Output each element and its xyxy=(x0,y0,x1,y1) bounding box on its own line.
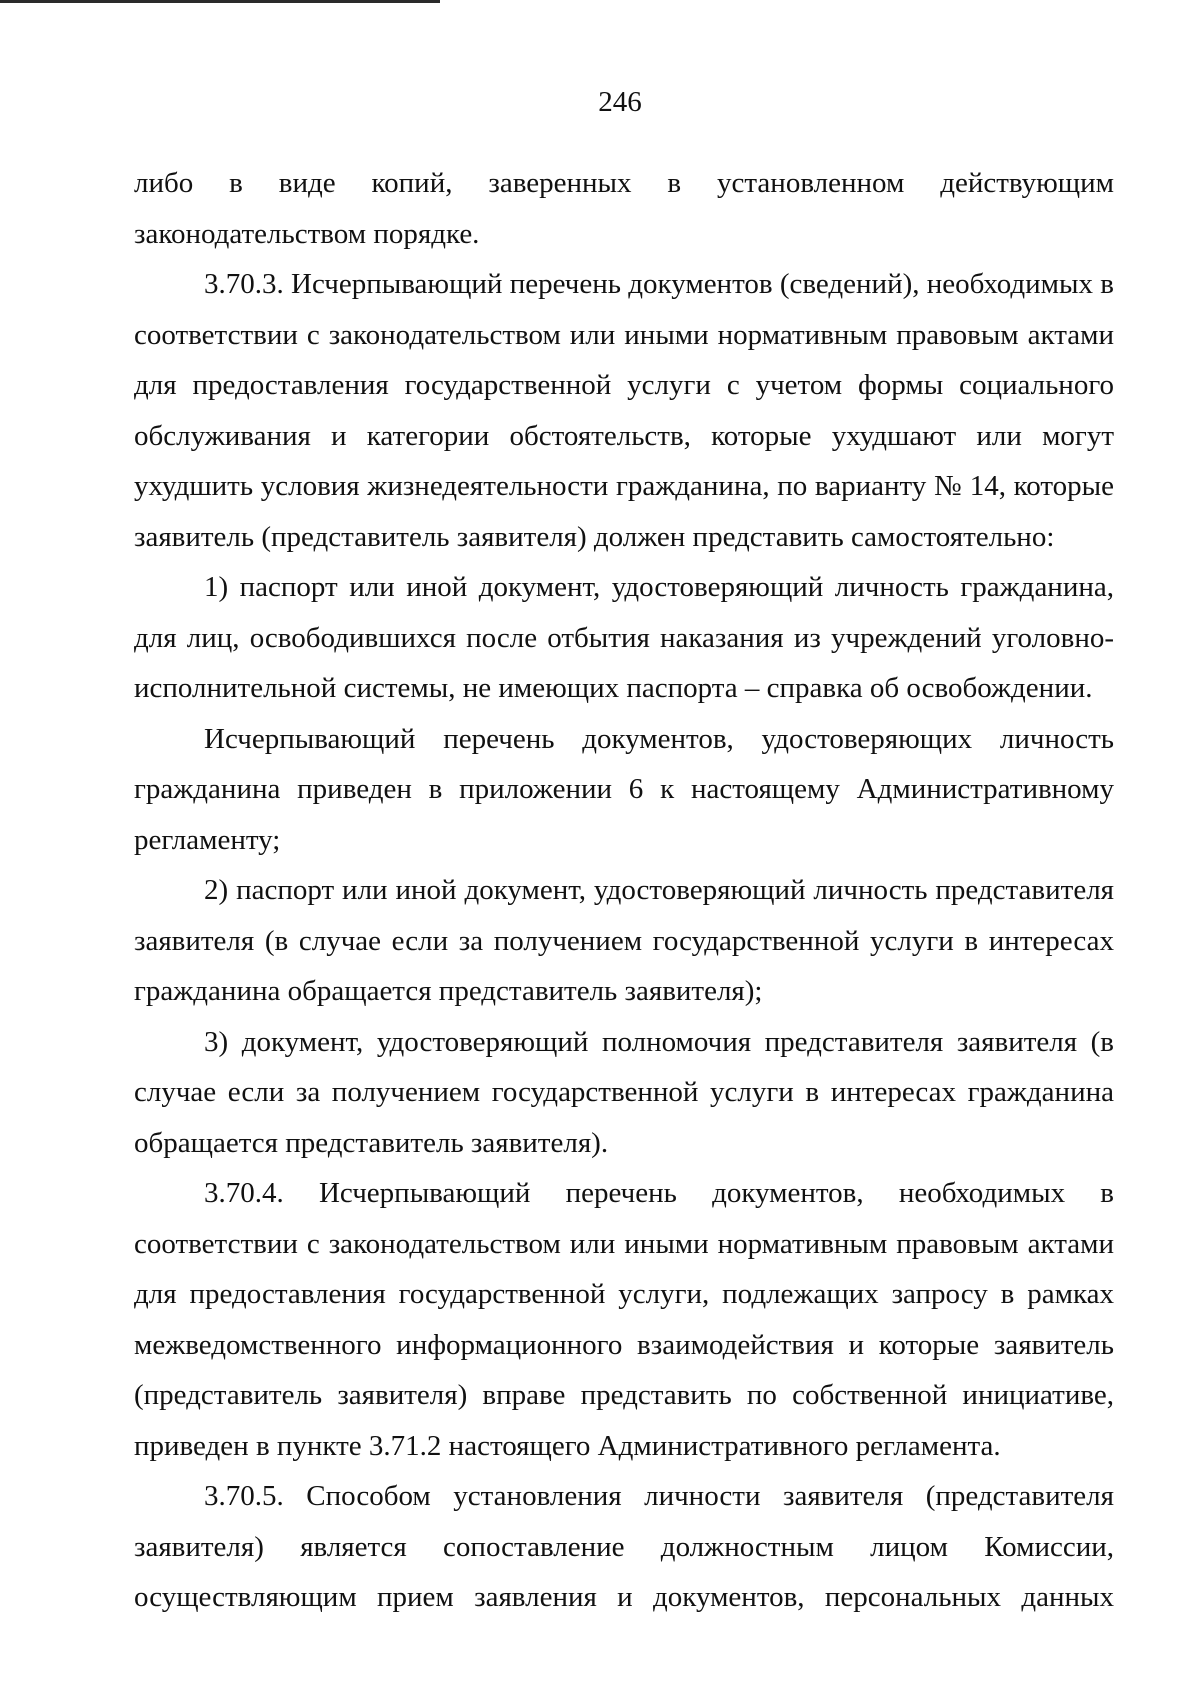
paragraph-3-70-5: 3.70.5. Способом установления личности заявителя (представителя заявителя) является сопоставление должностным лицом Комиссии, осуществляющим прием заявления и документов, персональных данных xyxy=(134,1480,1114,1613)
paragraph-identity-documents: Исчерпывающий перечень документов, удостоверяющих личность гражданина приведен в приложении 6 к настоящему Административному регламенту; xyxy=(134,722,1114,856)
scan-edge-line xyxy=(0,0,440,3)
list-item-2-representative-passport: 2) паспорт или иной документ, удостоверяющий личность представителя заявителя (в случае если за получением государственной услуги в интересах гражданина обращается представитель заявителя); xyxy=(134,874,1114,1007)
paragraph-3-70-3: 3.70.3. Исчерпывающий перечень документов (сведений), необходимых в соответствии с законодательством или иными нормативным правовым актами для предоставления государственной услуги с учетом формы социального обслуживания и категории обстоятельств, которые ухудшают или могут ухудшить условия жизнедеятельности гражданина, по варианту № 14, которые заявитель (представитель заявителя) должен представить самостоятельно: xyxy=(134,268,1114,553)
document-body xyxy=(134,158,1114,1623)
paragraph-continuation: либо в виде копий, заверенных в установленном действующим законодательством порядке. xyxy=(134,167,1114,250)
list-item-3-representative-authority: 3) документ, удостоверяющий полномочия представителя заявителя (в случае если за получением государственной услуги в интересах гражданина обращается представитель заявителя). xyxy=(134,1025,1114,1159)
page-number: 246 xyxy=(598,86,642,118)
paragraph-3-70-4: 3.70.4. Исчерпывающий перечень документов, необходимых в соответствии с законодательством или иными нормативным правовым актами для предоставления государственной услуги, подлежащих запросу в рамках межведомственного информационного взаимодействия и которые заявитель (представитель заявителя) вправе представить по собственной инициативе, приведен в пункте 3.71.2 настоящего Административного регламента. xyxy=(134,1177,1114,1462)
list-item-1-passport: 1) паспорт или иной документ, удостоверяющий личность гражданина, для лиц, освободившихся после отбытия наказания из учреждений уголовно-исполнительной системы, не имеющих паспорта – справка об освобождении. xyxy=(134,571,1114,704)
